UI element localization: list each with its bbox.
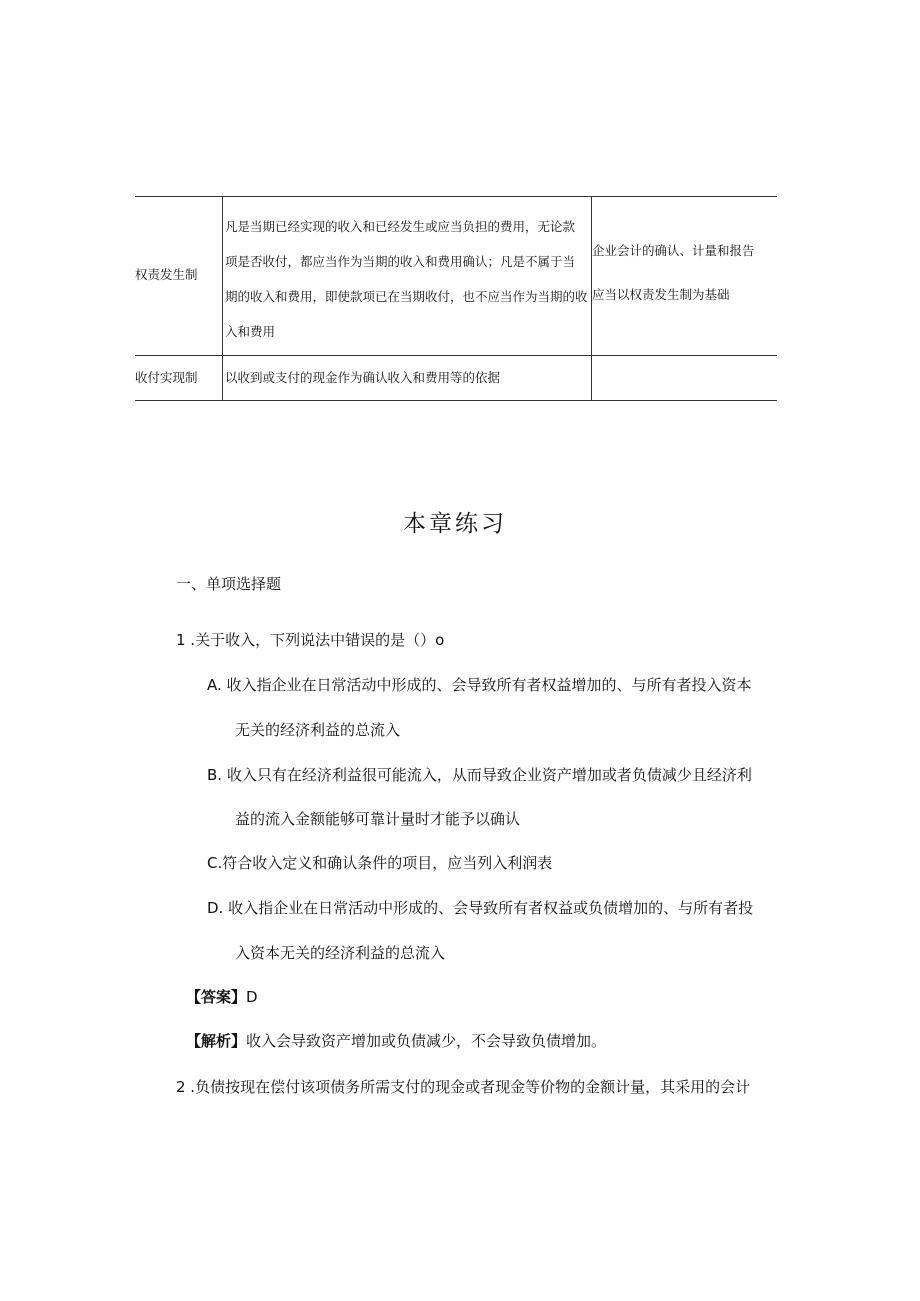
definition-cell: 以收到或支付的现金作为确认收入和费用等的依据	[222, 356, 592, 400]
answer-label: 【答案】	[186, 988, 247, 1006]
chapter-title: 本章练习	[403, 511, 507, 537]
option-d: D. 收入指企业在日常活动中形成的、会导致所有者权益或负债增加的、与所有者投	[207, 899, 754, 917]
answer-line	[186, 986, 258, 1007]
note-cell	[592, 356, 777, 400]
option-c: C.符合收入定义和确认条件的项目，应当列入利润表	[207, 854, 553, 872]
term-cell: 权责发生制	[135, 266, 198, 282]
term-cell: 收付实现制	[135, 369, 198, 385]
table-row	[135, 197, 777, 355]
definition-line: 入和费用	[225, 324, 276, 339]
option-d-continued: 入资本无关的经济利益的总流入	[235, 944, 446, 962]
analysis-text: 收入会导致资产增加或负债减少，不会导致负债增加。	[246, 1032, 607, 1050]
accounting-basis-table	[135, 196, 777, 401]
option-a-continued: 无关的经济利益的总流入	[235, 721, 401, 739]
option-b-continued: 益的流入金额能够可靠计量时才能予以确认	[235, 810, 521, 828]
note-line: 企业会计的确认、计量和报告	[592, 243, 755, 258]
definition-cell	[222, 197, 592, 355]
answer-value: D	[246, 988, 258, 1006]
option-a: A. 收入指企业在日常活动中形成的、会导致所有者权益增加的、与所有者投入资本	[207, 676, 752, 694]
table-row	[135, 355, 777, 400]
analysis-label: 【解析】	[186, 1032, 247, 1050]
question-1-stem: 1 .关于收入，下列说法中错误的是（）o	[176, 631, 445, 649]
analysis-line	[186, 1030, 606, 1051]
note-line: 应当以权责发生制为基础	[592, 287, 730, 302]
definition-line: 凡是当期已经实现的收入和已经发生或应当负担的费用，无论款	[225, 219, 576, 234]
section-heading: 一、单项选择题	[176, 575, 282, 593]
question-2-stem: 2 .负债按现在偿付该项债务所需支付的现金或者现金等价物的金额计量，其采用的会计	[176, 1078, 751, 1096]
definition-line: 期的收入和费用，即使款项已在当期收付，也不应当作为当期的收	[225, 289, 588, 304]
note-cell	[592, 197, 777, 355]
definition-line: 项是否收付，都应当作为当期的收入和费用确认；凡是不属于当	[225, 254, 576, 269]
option-b: B. 收入只有在经济利益很可能流入，从而导致企业资产增加或者负债减少且经济利	[207, 766, 752, 784]
